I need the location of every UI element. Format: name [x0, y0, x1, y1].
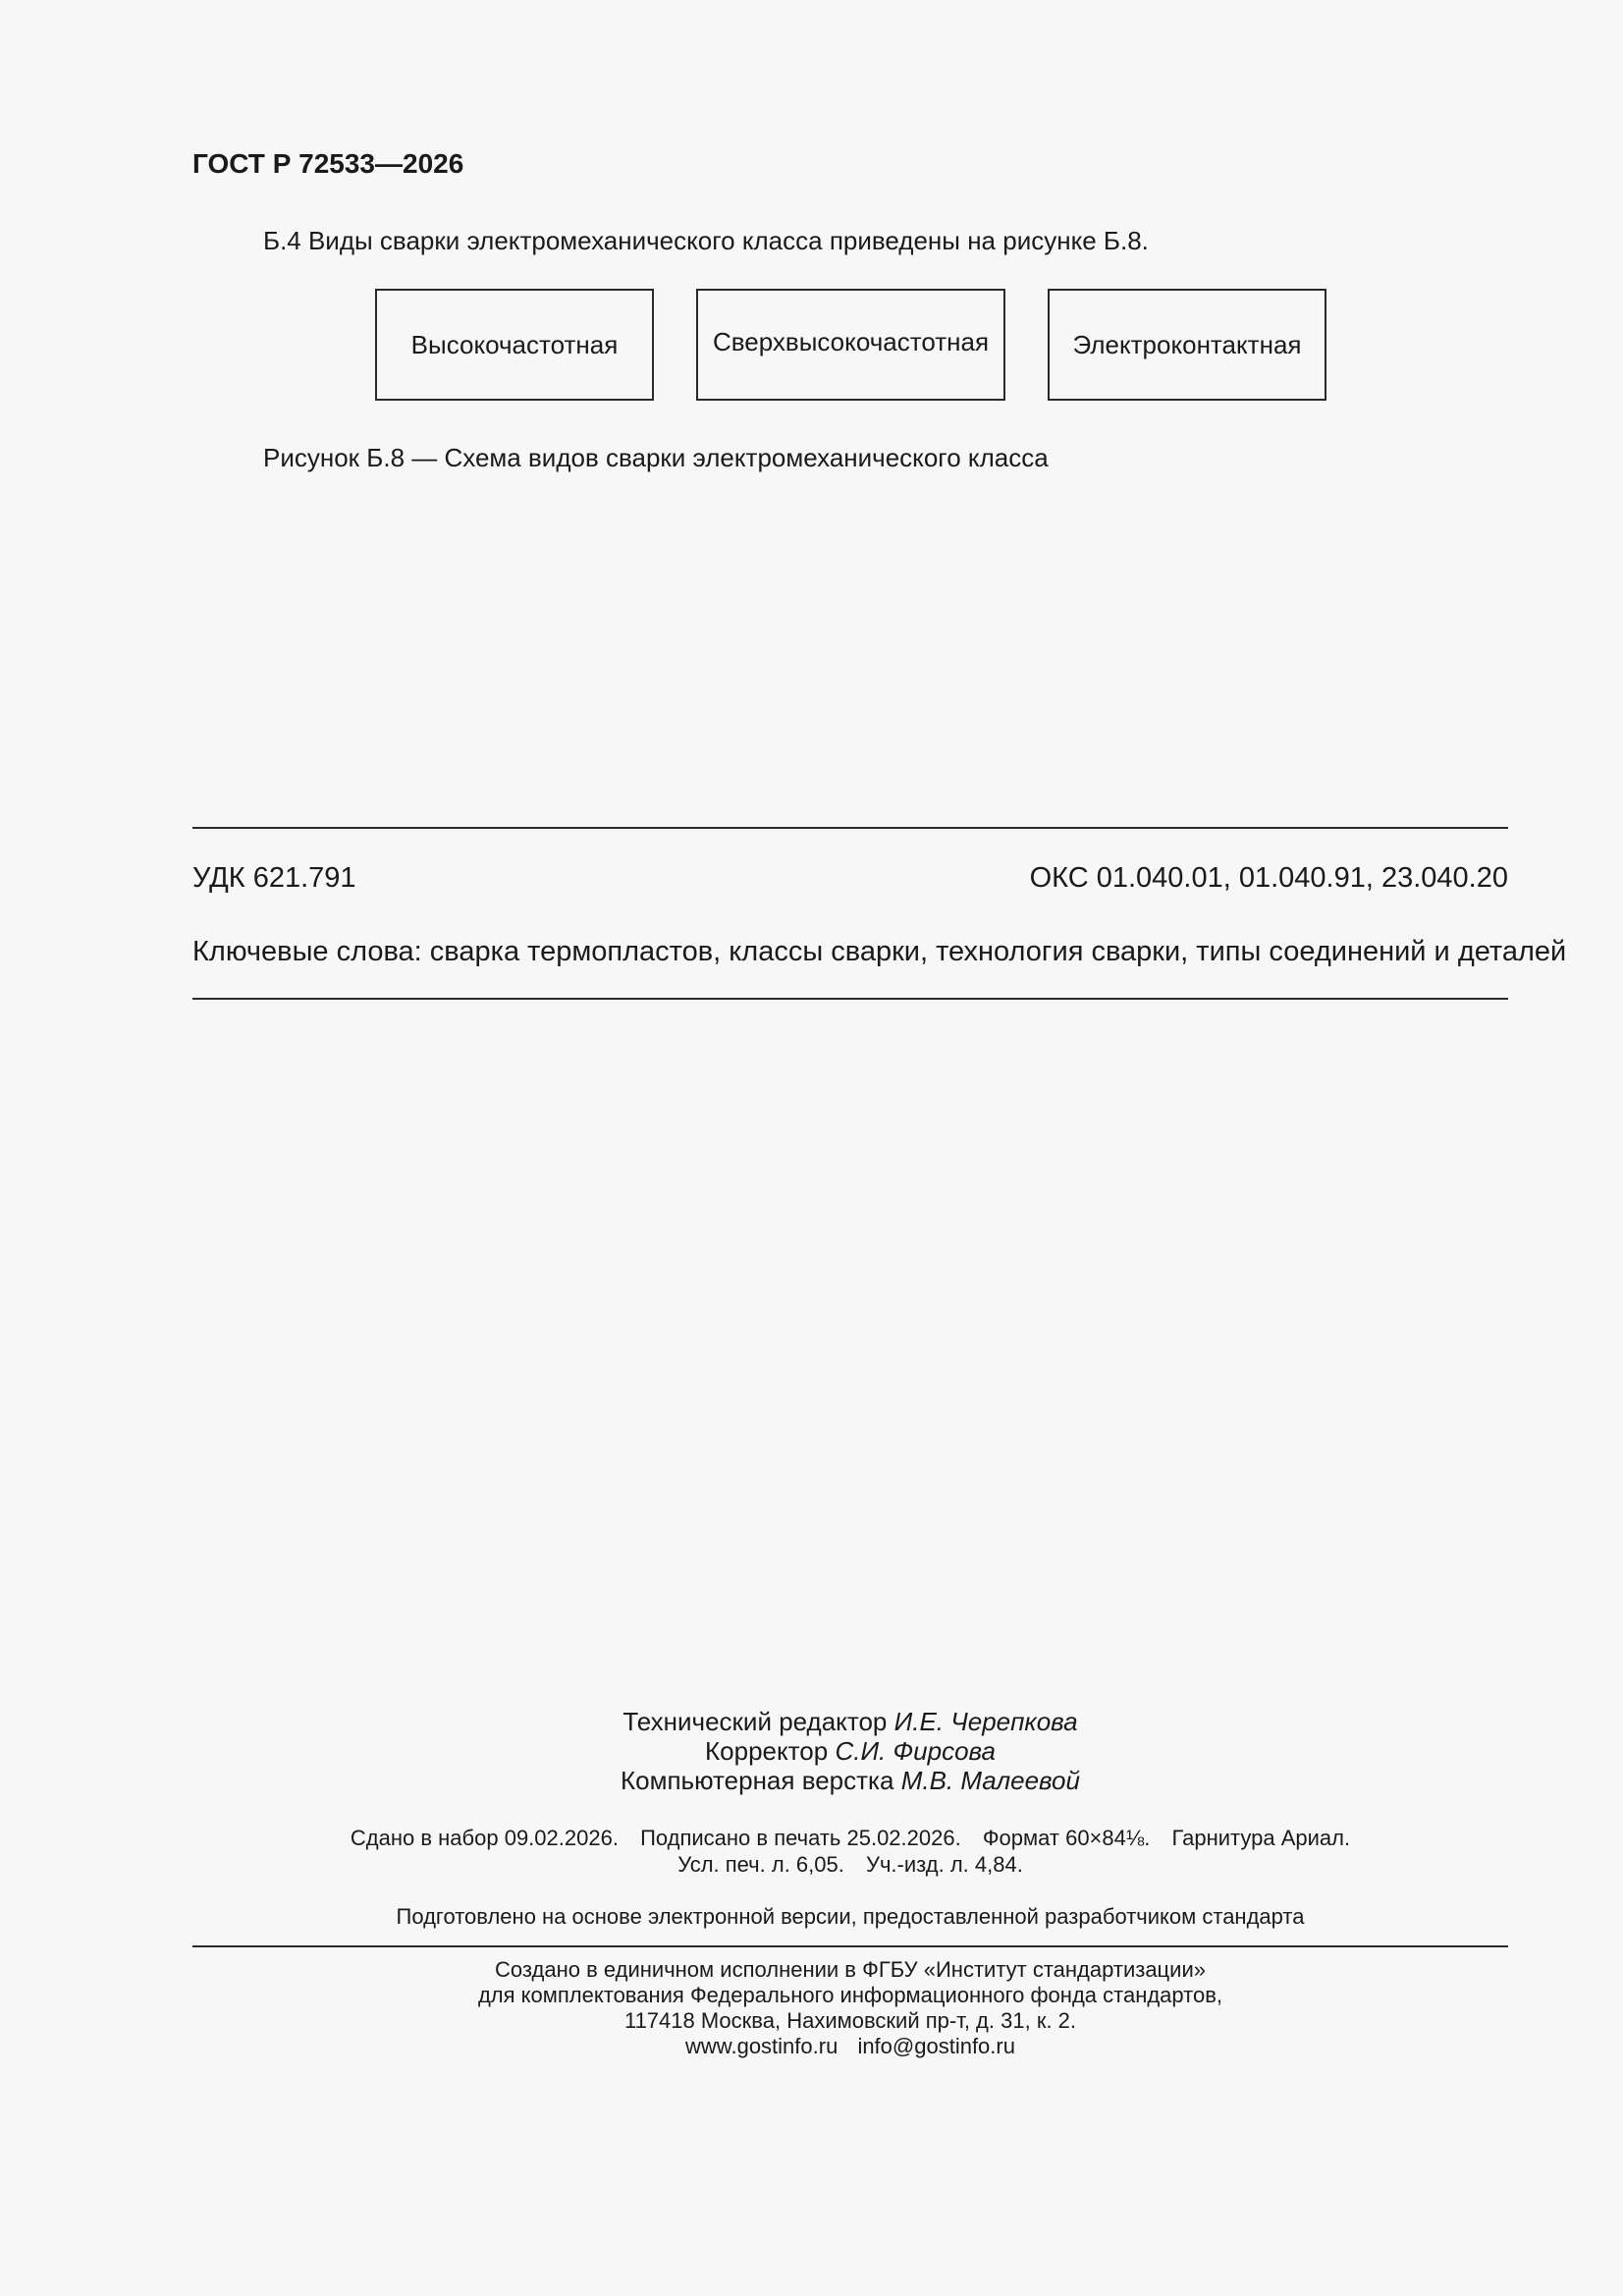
print-info-line-2 — [192, 1851, 1508, 1878]
website-link[interactable]: www.gostinfo.ru — [685, 2034, 839, 2058]
publisher-line-1: Создано в единичном исполнении в ФГБУ «Институт стандартизации» — [495, 1957, 1206, 1982]
divider-bottom — [192, 998, 1508, 1000]
oks-code: ОКС 01.040.01, 01.040.91, 23.040.20 — [1029, 862, 1508, 894]
print-info-line-1 — [192, 1825, 1508, 1851]
figure-caption: Рисунок Б.8 — Схема видов сварки электромеханического класса — [263, 443, 1049, 472]
prepared-note: Подготовлено на основе электронной версии, предоставленной разработчиком стандарта — [396, 1904, 1305, 1929]
diagram-box-ultra-high-frequency — [696, 289, 1005, 401]
typeset-date: Сдано в набор 09.02.2026. — [350, 1826, 619, 1850]
editorial-staff — [192, 1707, 1508, 1795]
document-code: ГОСТ Р 72533—2026 — [192, 148, 464, 179]
tech-editor-label: Технический редактор — [622, 1707, 888, 1736]
layout-label: Компьютерная верстка — [621, 1766, 894, 1795]
diagram-box-label: Сверхвысокочастотная — [712, 326, 990, 356]
diagram-box-high-frequency — [375, 289, 654, 401]
tech-editor-name: И.Е. Черепкова — [893, 1707, 1078, 1736]
diagram-box-label: Электроконтактная — [1072, 329, 1302, 359]
print-sheets: Усл. печ. л. 6,05. — [677, 1852, 844, 1877]
publisher-contacts — [192, 2034, 1508, 2059]
keywords: Ключевые слова: сварка термопластов, классы сварки, технология сварки, типы соединений и деталей — [192, 936, 1567, 967]
layout-name: М.В. Малеевой — [900, 1766, 1080, 1795]
tech-editor-line — [192, 1707, 1508, 1736]
typeface: Гарнитура Ариал. — [1171, 1826, 1351, 1850]
print-format: Формат 60×84⅛. — [982, 1826, 1151, 1850]
corrector-line — [192, 1736, 1508, 1766]
publisher-line-2: для комплектования Федерального информационного фонда стандартов, — [477, 1983, 1223, 2007]
email-link[interactable]: info@gostinfo.ru — [857, 2034, 1015, 2058]
signed-date: Подписано в печать 25.02.2026. — [640, 1826, 961, 1850]
publisher-info — [192, 1957, 1508, 2059]
divider-top — [192, 827, 1508, 829]
divider-footer — [192, 1945, 1508, 1947]
publication-sheets: Уч.-изд. л. 4,84. — [865, 1852, 1023, 1877]
udk-code: УДК 621.791 — [192, 862, 356, 894]
layout-line — [192, 1766, 1508, 1795]
publisher-address: 117418 Москва, Нахимовский пр-т, д. 31, к. 2. — [623, 2008, 1077, 2033]
diagram-box-electrocontact — [1048, 289, 1326, 401]
clause-text: Б.4 Виды сварки электромеханического класса приведены на рисунке Б.8. — [263, 226, 1149, 255]
corrector-name: С.И. Фирсова — [835, 1736, 996, 1766]
corrector-label: Корректор — [705, 1736, 829, 1766]
diagram-box-label: Высокочастотная — [410, 329, 619, 359]
print-info — [192, 1825, 1508, 1878]
